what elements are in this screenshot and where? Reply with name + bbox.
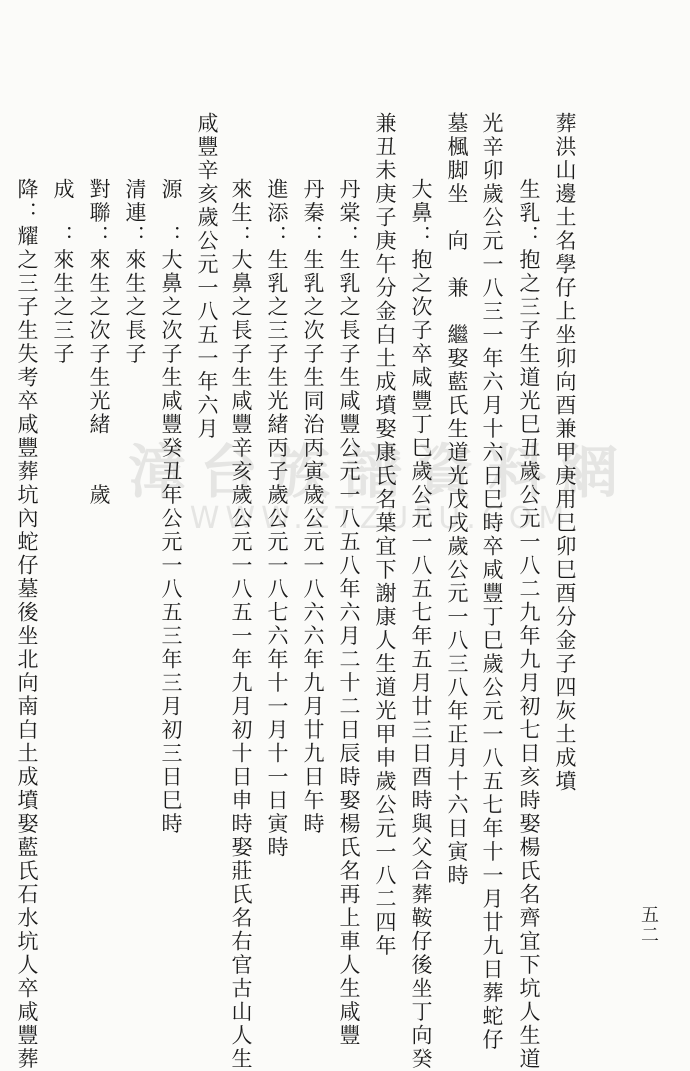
text-column-8: 丹秦：生乳之次子生同治丙寅歲公元一八六六年九月廿九日午時 <box>301 178 325 836</box>
text-column-12: 源 ：大鼻之次子生咸豐癸丑年公元一八五三年三月初三日巳時 <box>159 178 183 836</box>
watermark-main-text: 漳台族譜資料網 <box>127 438 632 506</box>
text-column-3: 光辛卯歲公元一八三一年六月十六日巳時卒咸豐丁巳歲公元一八五七年十一月廿九日葬蛇仔 <box>480 112 504 1052</box>
text-column-9: 進添：生乳之三子生光緒丙子歲公元一八七六年十一月十一日寅時 <box>265 178 289 860</box>
text-column-16: 降：耀之三子生失考卒咸豐葬坑內蛇仔墓後坐北向南白土成墳娶藍氏石水坑人卒咸豐葬 <box>15 178 39 1071</box>
text-column-15: 成 ：來生之三子 <box>51 178 75 366</box>
text-column-2: 生乳：抱之三子生道光巳丑歲公元一八二九年九月初七日亥時娶楊氏名齊宜下坑人生道 <box>517 178 541 1071</box>
text-column-6: 兼丑未庚子庚午分金白土成墳娶康氏名葉宜下謝康人生道光甲申歲公元一八二四年 <box>373 112 397 958</box>
text-column-4: 墓楓脚坐 向 兼 繼娶藍氏生道光戊戌歲公元一八三八年正月十六日寅時 <box>445 112 469 888</box>
text-column-13: 清連：來生之長子 <box>123 178 147 366</box>
watermark-url-text: WWW.ZTZUPU.COM <box>189 501 571 536</box>
text-column-11: 咸豐辛亥歲公元一八五一年六月 <box>195 112 219 441</box>
text-column-14: 對聯：來生之次子生光緒 歲 <box>87 178 111 507</box>
text-column-10: 來生：大鼻之長子生咸豐辛亥歲公元一八五一年九月初十日申時娶莊氏名右官古山人生 <box>229 178 253 1071</box>
text-column-1: 葬洪山邊土名學仔上坐卯向酉兼甲庚用巳卯巳酉分金子四灰土成墳 <box>553 112 577 794</box>
page-number: 五二 <box>638 905 659 945</box>
text-column-7: 丹棠：生乳之長子生咸豐公元一八五八年六月二十二日辰時娶楊氏名再上車人生咸豐 <box>337 178 361 1048</box>
text-column-5: 大鼻：抱之次子卒咸豐丁巳歲公元一八五七年五月廿三日酉時與父合葬鞍仔後坐丁向癸 <box>409 178 433 1071</box>
